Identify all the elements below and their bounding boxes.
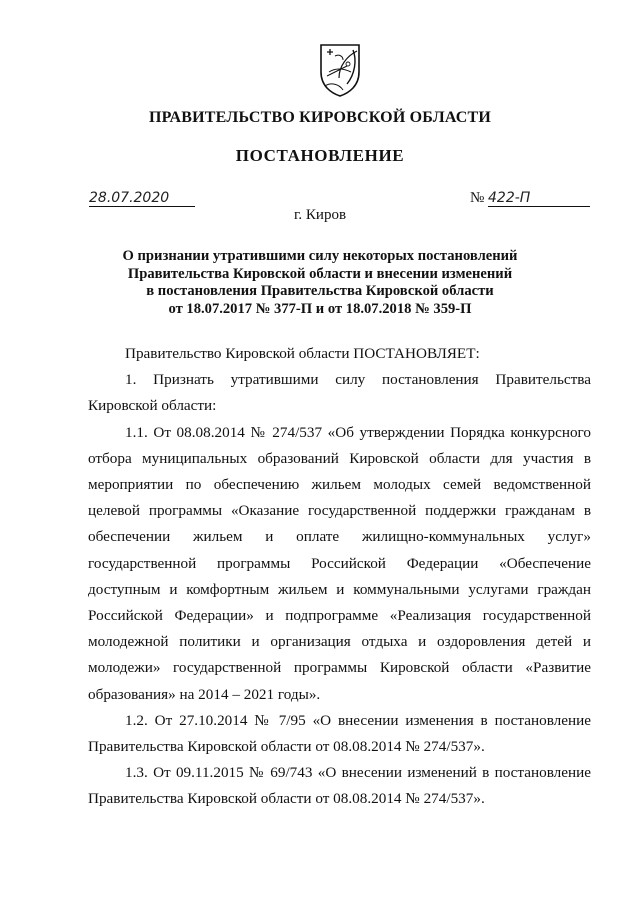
number-sign: № xyxy=(470,190,485,206)
document-title xyxy=(60,248,580,318)
organization-name: ПРАВИТЕЛЬСТВО КИРОВСКОЙ ОБЛАСТИ xyxy=(148,109,492,126)
paragraph-preamble: Правительство Кировской области ПОСТАНОВЛЯЕТ: xyxy=(125,345,480,362)
paragraph-item-1-2: 1.2. От 27.10.2014 № 7/95 «О внесении изменения в постановление Правительства Кировской области от 08.08.2014 № 274/537». xyxy=(88,711,591,756)
title-line: в постановления Правительства Кировской области xyxy=(146,283,494,300)
paragraph-item-1: 1. Признать утратившими силу постановления Правительства Кировской области: xyxy=(88,371,591,415)
document-body xyxy=(88,341,591,813)
city: г. Киров xyxy=(293,207,347,223)
title-line: О признании утратившими силу некоторых постановлений xyxy=(122,248,518,264)
title-line: от 18.07.2017 № 377-П и от 18.07.2018 № 359-П xyxy=(168,300,472,317)
number-value: 422-П xyxy=(488,190,590,207)
document-date: 28.07.2020 xyxy=(89,190,195,207)
title-line: Правительства Кировской области и внесении изменений xyxy=(127,265,513,282)
coat-of-arms-icon xyxy=(317,42,363,98)
paragraph-item-1-1: 1.1. От 08.08.2014 № 274/537 «Об утверждении Порядка конкурсного отбора муниципальных образований Кировской области для участия в мероприятии по обеспечению жильем молодых семей ведомственной целевой программы «Оказание государственной поддержки гражданам в обеспечении жильем и оплате жилищно-коммунальных услуг» государственной программы Российской Федерации «Обеспечение доступным и комфортным жильем и коммунальными услугами граждан Российской Федерации» и подпрограмме «Реализация государственной молодежной политики и организация отдыха и оздоровления детей и молодежи» государственной программы Кировской области «Развитие образования» на 2014 – 2021 годы». xyxy=(88,423,591,703)
paragraph-item-1-3: 1.3. От 09.11.2015 № 69/743 «О внесении изменений в постановление Правительства Кировской области от 08.08.2014 № 274/537». xyxy=(88,764,591,808)
document-type: ПОСТАНОВЛЕНИЕ xyxy=(235,146,405,165)
document-number xyxy=(470,190,590,208)
